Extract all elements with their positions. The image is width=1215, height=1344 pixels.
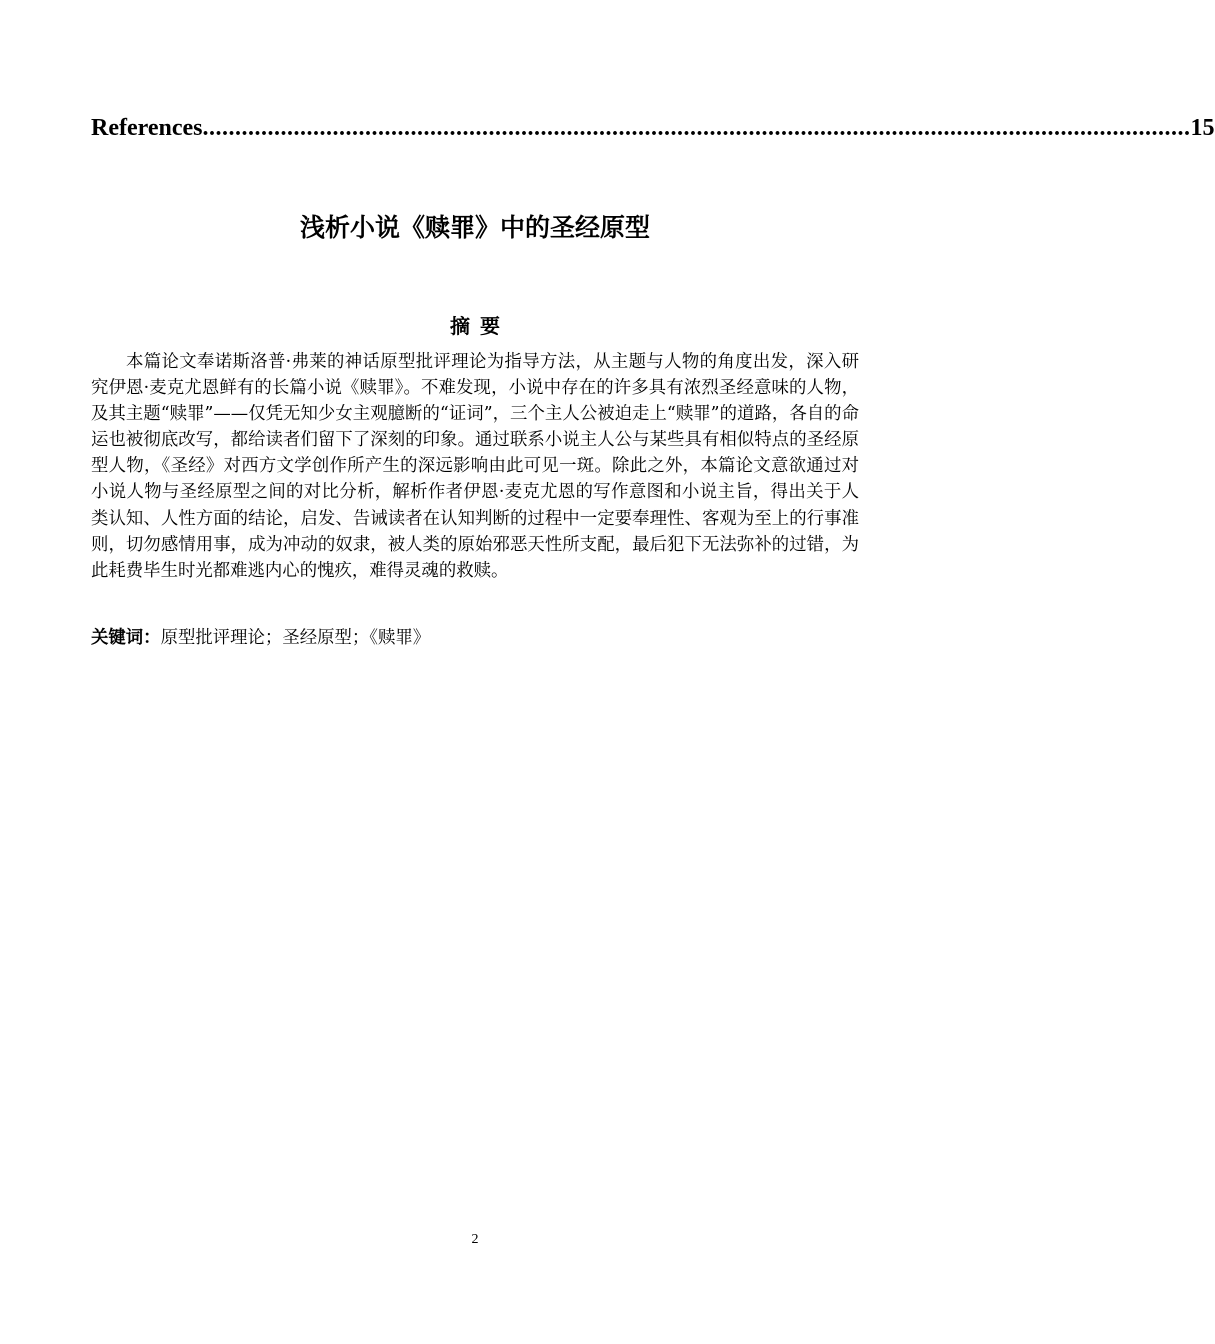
toc-entry-label: References <box>91 115 203 141</box>
toc-dot-leader: ........................................................................................................................................................ <box>202 115 1191 141</box>
toc-entry-references <box>91 112 1215 144</box>
abstract-body: 本篇论文奉诺斯洛普·弗莱的神话原型批评理论为指导方法，从主题与人物的角度出发，深入研究伊恩·麦克尤恩鲜有的长篇小说《赎罪》。不难发现，小说中存在的许多具有浓烈圣经意味的人物，及其主题“赎罪”——仅凭无知少女主观臆断的“证词”，三个主人公被迫走上“赎罪”的道路，各自的命运也被彻底改写，都给读者们留下了深刻的印象。通过联系小说主人公与某些具有相似特点的圣经原型人物，《圣经》对西方文学创作所产生的深远影响由此可见一斑。除此之外，本篇论文意欲通过对小说人物与圣经原型之间的对比分析，解析作者伊恩·麦克尤恩的写作意图和小说主旨，得出关于人类认知、人性方面的结论，启发、告诫读者在认知判断的过程中一定要奉理性、客观为至上的行事准则，切勿感情用事，成为冲动的奴隶，被人类的原始邪恶天性所支配，最后犯下无法弥补的过错，为此耗费毕生时光都难逃内心的愧疚，难得灵魂的救赎。 <box>91 352 859 581</box>
keywords-line <box>91 625 859 651</box>
page-number: 2 <box>471 1232 479 1247</box>
toc-page-number: 15 <box>1190 115 1215 141</box>
keywords-label: 关键词： <box>91 628 161 648</box>
paper-title: 浅析小说《赎罪》中的圣经原型 <box>299 213 650 242</box>
abstract-heading: 摘要 <box>450 314 510 338</box>
keywords-text: 原型批评理论；圣经原型；《赎罪》 <box>160 628 431 648</box>
